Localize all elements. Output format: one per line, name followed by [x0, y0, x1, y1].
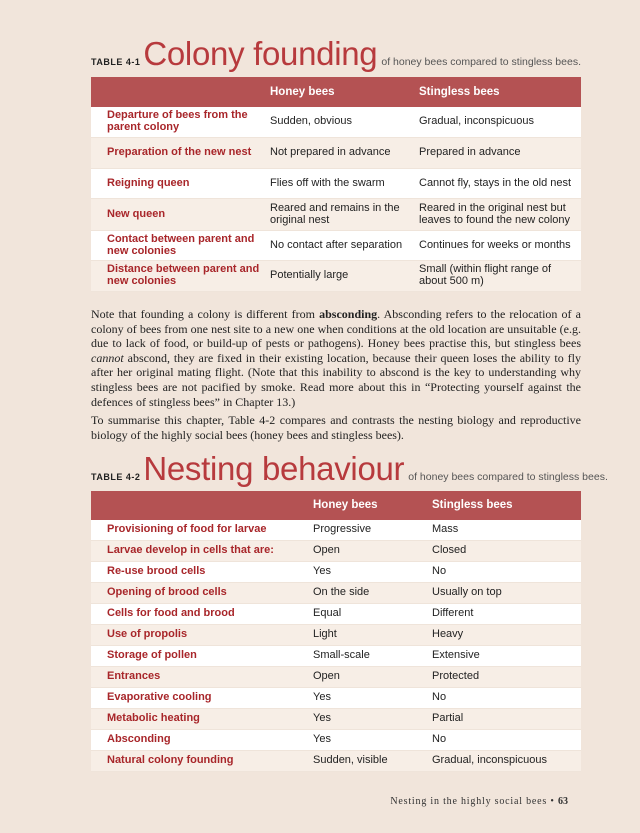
page-footer	[390, 796, 568, 807]
row-label: Metabolic heating	[107, 712, 200, 725]
stingless-bees-cell: Closed	[432, 544, 467, 557]
honey-bees-cell: Potentially large	[270, 269, 349, 282]
table-2-header-bar	[91, 491, 581, 520]
honey-bees-cell: Yes	[313, 733, 331, 746]
table-1-title: Colony founding	[143, 35, 378, 72]
row-label: Cells for food and brood	[107, 607, 235, 620]
table-1-number: TABLE 4-1	[91, 57, 141, 67]
row-label: Opening of brood cells	[107, 586, 227, 599]
footer-separator: •	[550, 796, 555, 807]
honey-bees-cell: On the side	[313, 586, 370, 599]
summary-paragraph: To summarise this chapter, Table 4-2 compares and contrasts the nesting biology and reproductive biology of the highly social bees (honey bees and stingless bees).	[91, 413, 581, 442]
row-label: Larvae develop in cells that are:	[107, 544, 274, 557]
table-row	[91, 646, 581, 667]
table-row	[91, 604, 581, 625]
row-label: Use of propolis	[107, 628, 188, 641]
row-label: Distance between parent and new colonies	[107, 263, 260, 287]
table-2-subtitle: of honey bees compared to stingless bees.	[408, 471, 608, 483]
table-2-number: TABLE 4-2	[91, 472, 141, 482]
honey-bees-cell: Reared and remains in the original nest	[270, 201, 400, 226]
stingless-bees-cell: Prepared in advance	[419, 146, 521, 159]
table-row	[91, 667, 581, 688]
honey-bees-cell: Sudden, visible	[313, 754, 388, 767]
absconding-term: absconding	[319, 307, 378, 321]
table-row	[91, 261, 581, 292]
row-label: Provisioning of food for larvae	[107, 523, 267, 536]
table-row	[91, 231, 581, 261]
stingless-bees-cell: Mass	[432, 523, 459, 536]
honey-bees-cell: Yes	[313, 691, 331, 704]
stingless-bees-cell: No	[432, 565, 447, 578]
stingless-bees-cell: Small (within flight range of about 500 m)	[419, 263, 552, 287]
stingless-bees-cell: Gradual, inconspicuous	[419, 115, 534, 128]
row-label: Entrances	[107, 670, 161, 683]
honey-bees-cell: Open	[313, 544, 340, 557]
honey-bees-cell: Small-scale	[313, 649, 370, 662]
row-label: Preparation of the new nest	[107, 146, 252, 159]
stingless-bees-cell: Different	[432, 607, 474, 620]
row-label: Departure of bees from the parent colony	[107, 109, 248, 133]
table-row	[91, 709, 581, 730]
table-1-body	[91, 107, 581, 292]
table-2-title: Nesting behaviour	[143, 450, 405, 487]
stingless-bees-cell: Partial	[432, 712, 464, 725]
row-label: Reigning queen	[107, 176, 190, 189]
table-1-header-honey-bees: Honey bees	[270, 86, 335, 98]
honey-bees-cell: Sudden, obvious	[270, 115, 352, 128]
stingless-bees-cell: Gradual, inconspicuous	[432, 754, 547, 767]
table-2-body	[91, 520, 581, 772]
table-2-heading	[91, 452, 608, 485]
row-label: Evaporative cooling	[107, 691, 212, 704]
stingless-bees-cell: Heavy	[432, 628, 464, 641]
table-1-header-stingless-bees: Stingless bees	[419, 86, 500, 98]
table-row	[91, 688, 581, 709]
absconding-paragraph: Note that founding a colony is different from absconding. Absconding refers to the relocation of a colony of bees from one nest site to a new one when conditions at the old location are unsuitable (e.g. due to lack of food, or build-up of pests or pathogens). Honey bees practise this, but stingless bees cannot abscond, they are fixed in their existing location, because their queen loses the ability to fly after her original mating flight. (Note that this inability to abscond is the key to understanding why stingless bees are not pacified by smoke. Read more about this in “Protecting yourself against the defences of stingless bees” in Chapter 13.)	[91, 307, 581, 409]
row-label: Absconding	[107, 733, 171, 746]
stingless-bees-cell: Continues for weeks or months	[419, 238, 571, 251]
row-label: New queen	[107, 207, 166, 220]
honey-bees-cell: Open	[313, 670, 340, 683]
table-row	[91, 107, 581, 138]
row-label: Natural colony founding	[107, 754, 234, 767]
honey-bees-cell: Not prepared in advance	[270, 146, 391, 159]
table-row	[91, 751, 581, 772]
table-row	[91, 169, 581, 199]
cannot-emphasis: cannot	[91, 350, 124, 365]
honey-bees-cell: Yes	[313, 712, 331, 725]
honey-bees-cell: Progressive	[313, 523, 372, 536]
stingless-bees-cell: Protected	[432, 670, 480, 683]
stingless-bees-cell: No	[432, 691, 447, 704]
table-1-subtitle: of honey bees compared to stingless bees.	[381, 56, 581, 68]
table-row	[91, 138, 581, 169]
honey-bees-cell: Flies off with the swarm	[270, 176, 385, 189]
table-row	[91, 583, 581, 604]
table-row	[91, 625, 581, 646]
table-2-header-honey-bees: Honey bees	[313, 499, 378, 511]
row-label: Storage of pollen	[107, 649, 197, 662]
stingless-bees-cell: Usually on top	[432, 586, 502, 599]
table-1-heading	[91, 37, 581, 70]
table-row	[91, 562, 581, 583]
honey-bees-cell: Yes	[313, 565, 331, 578]
table-row	[91, 730, 581, 751]
stingless-bees-cell: Cannot fly, stays in the old nest	[419, 176, 572, 189]
honey-bees-cell: Light	[313, 628, 337, 641]
table-row	[91, 520, 581, 541]
stingless-bees-cell: No	[432, 733, 447, 746]
row-label: Contact between parent and new colonies	[107, 232, 255, 257]
table-1-header-bar	[91, 77, 581, 107]
stingless-bees-cell: Reared in the original nest but leaves to found the new colony	[419, 201, 571, 226]
row-label: Re-use brood cells	[107, 565, 206, 578]
table-row	[91, 199, 581, 231]
honey-bees-cell: Equal	[313, 607, 342, 620]
honey-bees-cell: No contact after separation	[270, 238, 403, 251]
table-2-header-stingless-bees: Stingless bees	[432, 499, 513, 511]
stingless-bees-cell: Extensive	[432, 649, 480, 662]
table-row	[91, 541, 581, 562]
running-title: Nesting in the highly social bees	[390, 796, 548, 807]
page-number: 63	[558, 796, 568, 807]
